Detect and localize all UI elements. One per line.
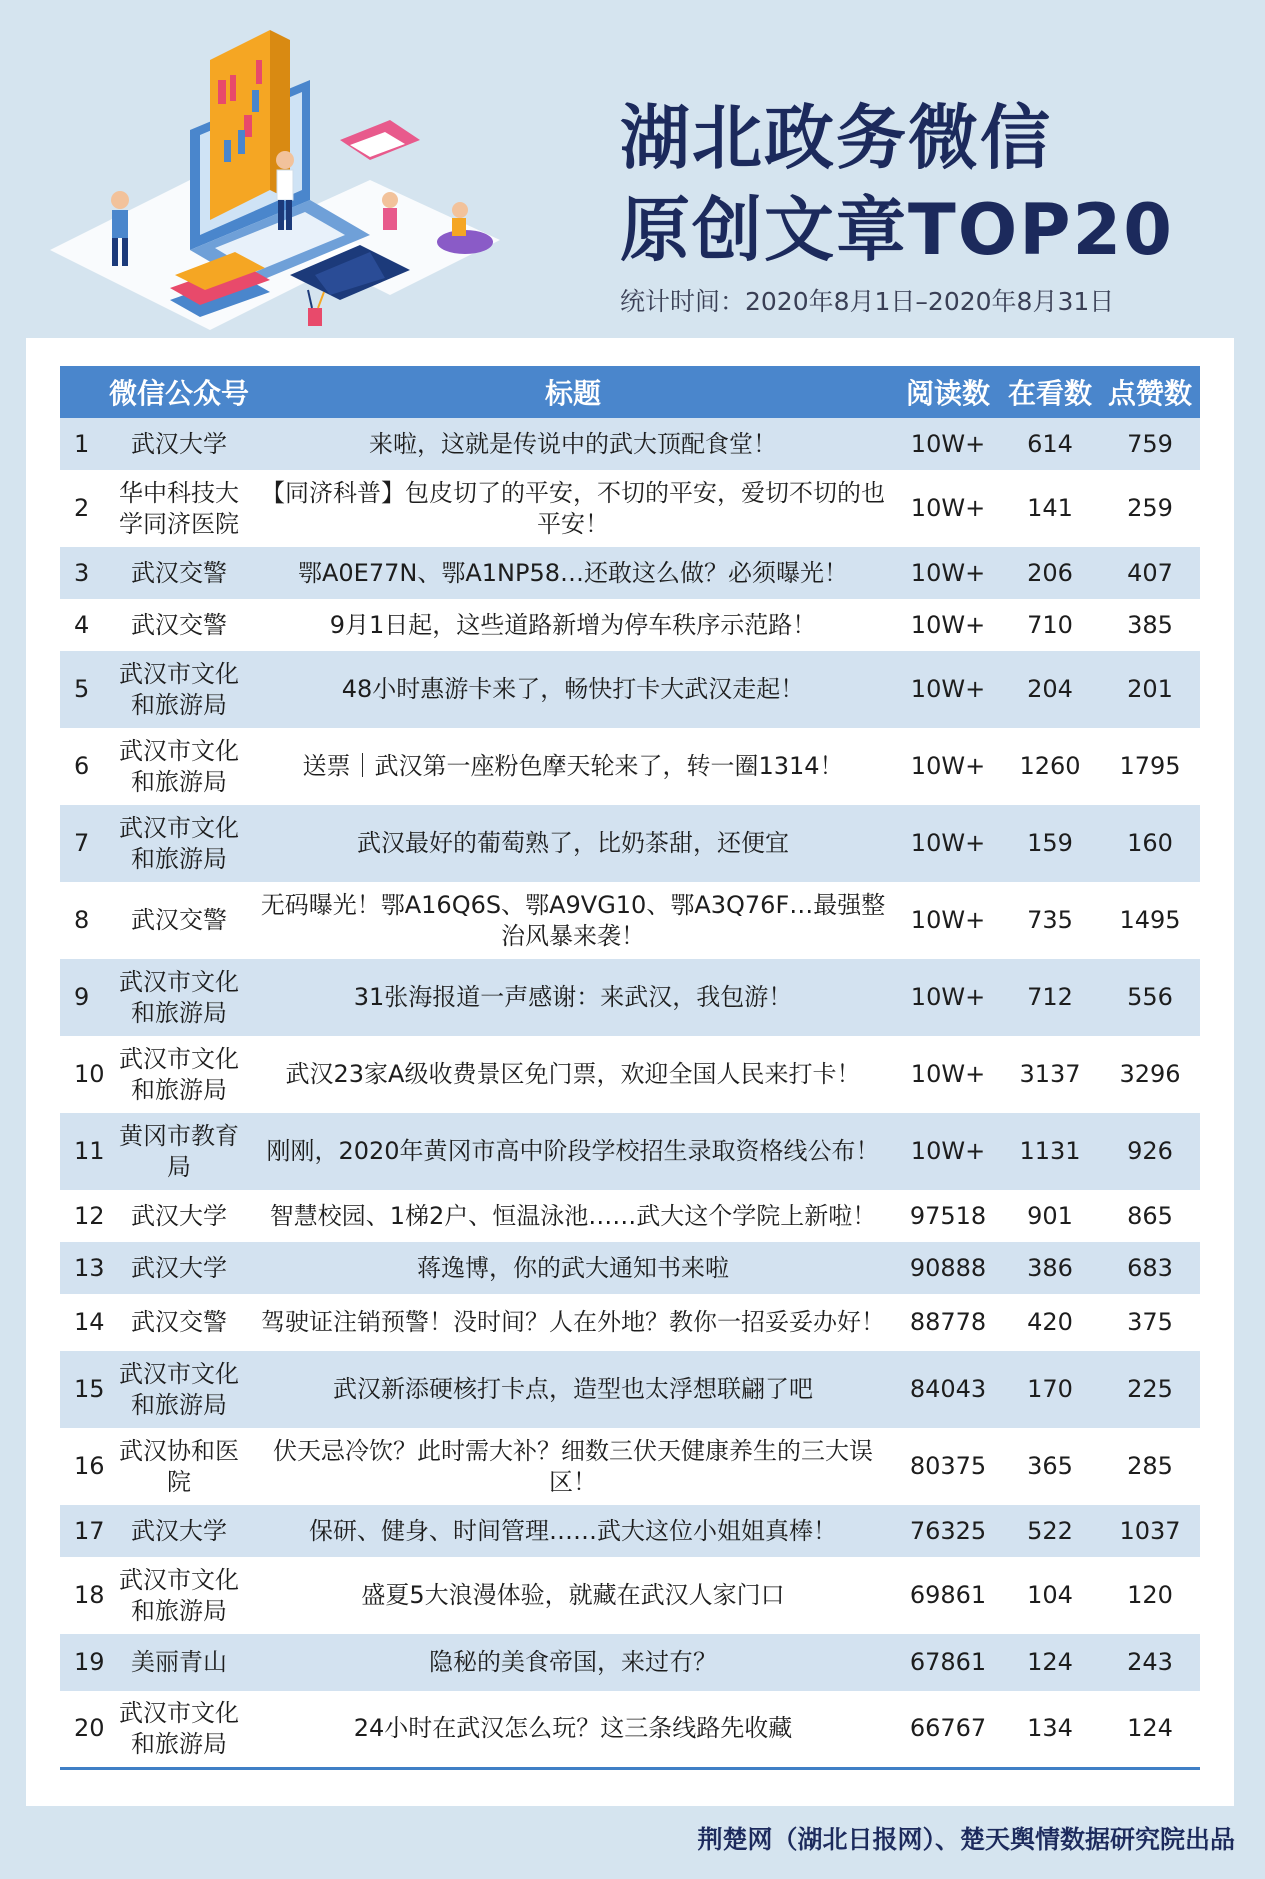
headline-cell: 送票｜武汉第一座粉色摩天轮来了，转一圈1314！: [250, 728, 896, 805]
account-cell: 华中科技大学同济医院: [108, 470, 250, 547]
likes-cell: 1037: [1100, 1505, 1200, 1557]
reads-cell: 76325: [896, 1505, 1000, 1557]
views-cell: 614: [1000, 418, 1100, 470]
table-row: [60, 470, 1200, 547]
reads-cell: 66767: [896, 1691, 1000, 1768]
table-row: [60, 1190, 1200, 1242]
reads-cell: 67861: [896, 1634, 1000, 1691]
table-row: [60, 547, 1200, 599]
headline-cell: 武汉最好的葡萄熟了，比奶茶甜，还便宜: [250, 805, 896, 882]
headline-cell: 鄂A0E77N、鄂A1NP58…还敢这么做？必须曝光！: [250, 547, 896, 599]
rank-cell: 3: [60, 547, 108, 599]
rank-cell: 15: [60, 1351, 108, 1428]
views-cell: 1131: [1000, 1113, 1100, 1190]
views-cell: 901: [1000, 1190, 1100, 1242]
table-row: [60, 1113, 1200, 1190]
header-rank: [60, 366, 108, 418]
reads-cell: 84043: [896, 1351, 1000, 1428]
table-row: [60, 1036, 1200, 1113]
reads-cell: 10W+: [896, 1036, 1000, 1113]
likes-cell: 385: [1100, 599, 1200, 651]
reads-cell: 90888: [896, 1242, 1000, 1294]
reads-cell: 10W+: [896, 805, 1000, 882]
likes-cell: 201: [1100, 651, 1200, 728]
headline-cell: 伏天忌冷饮？此时需大补？细数三伏天健康养生的三大误区！: [250, 1428, 896, 1505]
headline-cell: 驾驶证注销预警！没时间？人在外地？教你一招妥妥办好！: [250, 1294, 896, 1351]
account-cell: 武汉市文化和旅游局: [108, 1351, 250, 1428]
account-cell: 武汉大学: [108, 1190, 250, 1242]
account-cell: 武汉市文化和旅游局: [108, 728, 250, 805]
headline-cell: 武汉新添硬核打卡点，造型也太浮想联翩了吧: [250, 1351, 896, 1428]
reads-cell: 10W+: [896, 882, 1000, 959]
ranking-table: [60, 366, 1200, 1770]
headline-cell: 盛夏5大浪漫体验，就藏在武汉人家门口: [250, 1557, 896, 1634]
rank-cell: 16: [60, 1428, 108, 1505]
table-row: [60, 1691, 1200, 1768]
views-cell: 204: [1000, 651, 1100, 728]
likes-cell: 556: [1100, 959, 1200, 1036]
rank-cell: 1: [60, 418, 108, 470]
header-views: 在看数: [1000, 366, 1100, 418]
account-cell: 武汉交警: [108, 547, 250, 599]
likes-cell: 1495: [1100, 882, 1200, 959]
header-account: 微信公众号: [108, 366, 250, 418]
account-cell: 武汉大学: [108, 1505, 250, 1557]
table-row: [60, 418, 1200, 470]
likes-cell: 124: [1100, 1691, 1200, 1768]
table-header-row: [60, 366, 1200, 418]
likes-cell: 683: [1100, 1242, 1200, 1294]
likes-cell: 160: [1100, 805, 1200, 882]
views-cell: 104: [1000, 1557, 1100, 1634]
reads-cell: 97518: [896, 1190, 1000, 1242]
views-cell: 206: [1000, 547, 1100, 599]
headline-cell: 31张海报道一声感谢：来武汉，我包游！: [250, 959, 896, 1036]
reads-cell: 10W+: [896, 418, 1000, 470]
likes-cell: 259: [1100, 470, 1200, 547]
likes-cell: 3296: [1100, 1036, 1200, 1113]
reads-cell: 10W+: [896, 599, 1000, 651]
reads-cell: 69861: [896, 1557, 1000, 1634]
account-cell: 武汉协和医院: [108, 1428, 250, 1505]
rank-cell: 17: [60, 1505, 108, 1557]
views-cell: 3137: [1000, 1036, 1100, 1113]
rank-cell: 12: [60, 1190, 108, 1242]
likes-cell: 120: [1100, 1557, 1200, 1634]
rank-cell: 10: [60, 1036, 108, 1113]
headline-cell: 蒋逸博，你的武大通知书来啦: [250, 1242, 896, 1294]
headline-cell: 48小时惠游卡来了，畅快打卡大武汉走起！: [250, 651, 896, 728]
account-cell: 武汉大学: [108, 1242, 250, 1294]
likes-cell: 865: [1100, 1190, 1200, 1242]
table-row: [60, 959, 1200, 1036]
views-cell: 170: [1000, 1351, 1100, 1428]
likes-cell: 926: [1100, 1113, 1200, 1190]
page-title: [620, 92, 1174, 276]
account-cell: 武汉交警: [108, 599, 250, 651]
headline-cell: 隐秘的美食帝国，来过冇？: [250, 1634, 896, 1691]
headline-cell: 【同济科普】包皮切了的平安，不切的平安，爱切不切的也平安！: [250, 470, 896, 547]
headline-cell: 无码曝光！鄂A16Q6S、鄂A9VG10、鄂A3Q76F…最强整治风暴来袭！: [250, 882, 896, 959]
views-cell: 365: [1000, 1428, 1100, 1505]
account-cell: 武汉交警: [108, 882, 250, 959]
account-cell: 武汉市文化和旅游局: [108, 805, 250, 882]
table-body: [60, 418, 1200, 1768]
rank-cell: 4: [60, 599, 108, 651]
rank-cell: 13: [60, 1242, 108, 1294]
reads-cell: 80375: [896, 1428, 1000, 1505]
likes-cell: 243: [1100, 1634, 1200, 1691]
views-cell: 712: [1000, 959, 1100, 1036]
rank-cell: 20: [60, 1691, 108, 1768]
headline-cell: 保研、健身、时间管理……武大这位小姐姐真棒！: [250, 1505, 896, 1557]
rank-cell: 18: [60, 1557, 108, 1634]
table-row: [60, 1634, 1200, 1691]
views-cell: 141: [1000, 470, 1100, 547]
headline-cell: 智慧校园、1梯2户、恒温泳池……武大这个学院上新啦！: [250, 1190, 896, 1242]
footer-credit: 荆楚网（湖北日报网）、楚天舆情数据研究院出品: [697, 1825, 1235, 1854]
ranking-card: [26, 338, 1234, 1806]
views-cell: 420: [1000, 1294, 1100, 1351]
account-cell: 武汉大学: [108, 418, 250, 470]
account-cell: 武汉交警: [108, 1294, 250, 1351]
likes-cell: 225: [1100, 1351, 1200, 1428]
views-cell: 735: [1000, 882, 1100, 959]
headline-cell: 刚刚，2020年黄冈市高中阶段学校招生录取资格线公布！: [250, 1113, 896, 1190]
rank-cell: 5: [60, 651, 108, 728]
table-row: [60, 1242, 1200, 1294]
rank-cell: 11: [60, 1113, 108, 1190]
rank-cell: 19: [60, 1634, 108, 1691]
likes-cell: 1795: [1100, 728, 1200, 805]
views-cell: 1260: [1000, 728, 1100, 805]
rank-cell: 9: [60, 959, 108, 1036]
header-likes: 点赞数: [1100, 366, 1200, 418]
table-row: [60, 728, 1200, 805]
account-cell: 武汉市文化和旅游局: [108, 1036, 250, 1113]
account-cell: 美丽青山: [108, 1634, 250, 1691]
account-cell: 武汉市文化和旅游局: [108, 651, 250, 728]
table-row: [60, 599, 1200, 651]
rank-cell: 8: [60, 882, 108, 959]
reads-cell: 10W+: [896, 651, 1000, 728]
reads-cell: 10W+: [896, 470, 1000, 547]
reads-cell: 10W+: [896, 959, 1000, 1036]
header-headline: 标题: [250, 366, 896, 418]
views-cell: 134: [1000, 1691, 1100, 1768]
views-cell: 710: [1000, 599, 1100, 651]
table-row: [60, 1294, 1200, 1351]
likes-cell: 375: [1100, 1294, 1200, 1351]
table-row: [60, 651, 1200, 728]
reads-cell: 10W+: [896, 728, 1000, 805]
account-cell: 武汉市文化和旅游局: [108, 1557, 250, 1634]
views-cell: 124: [1000, 1634, 1100, 1691]
table-row: [60, 882, 1200, 959]
rank-cell: 14: [60, 1294, 108, 1351]
headline-cell: 24小时在武汉怎么玩？这三条线路先收藏: [250, 1691, 896, 1768]
rank-cell: 6: [60, 728, 108, 805]
library-illustration: [40, 20, 580, 350]
likes-cell: 285: [1100, 1428, 1200, 1505]
account-cell: 武汉市文化和旅游局: [108, 959, 250, 1036]
rank-cell: 7: [60, 805, 108, 882]
headline-cell: 9月1日起，这些道路新增为停车秩序示范路！: [250, 599, 896, 651]
reads-cell: 10W+: [896, 1113, 1000, 1190]
table-row: [60, 805, 1200, 882]
views-cell: 386: [1000, 1242, 1100, 1294]
header-reads: 阅读数: [896, 366, 1000, 418]
likes-cell: 407: [1100, 547, 1200, 599]
table-row: [60, 1428, 1200, 1505]
likes-cell: 759: [1100, 418, 1200, 470]
account-cell: 黄冈市教育局: [108, 1113, 250, 1190]
rank-cell: 2: [60, 470, 108, 547]
table-row: [60, 1351, 1200, 1428]
views-cell: 522: [1000, 1505, 1100, 1557]
title-line-2: 原创文章TOP20: [620, 189, 1174, 271]
headline-cell: 武汉23家A级收费景区免门票，欢迎全国人民来打卡！: [250, 1036, 896, 1113]
reads-cell: 10W+: [896, 547, 1000, 599]
reads-cell: 88778: [896, 1294, 1000, 1351]
statistics-period: 统计时间：2020年8月1日–2020年8月31日: [620, 287, 1115, 316]
views-cell: 159: [1000, 805, 1100, 882]
headline-cell: 来啦，这就是传说中的武大顶配食堂！: [250, 418, 896, 470]
table-row: [60, 1557, 1200, 1634]
page-header: [0, 0, 1265, 340]
account-cell: 武汉市文化和旅游局: [108, 1691, 250, 1768]
title-line-1: 湖北政务微信: [620, 97, 1052, 179]
table-row: [60, 1505, 1200, 1557]
